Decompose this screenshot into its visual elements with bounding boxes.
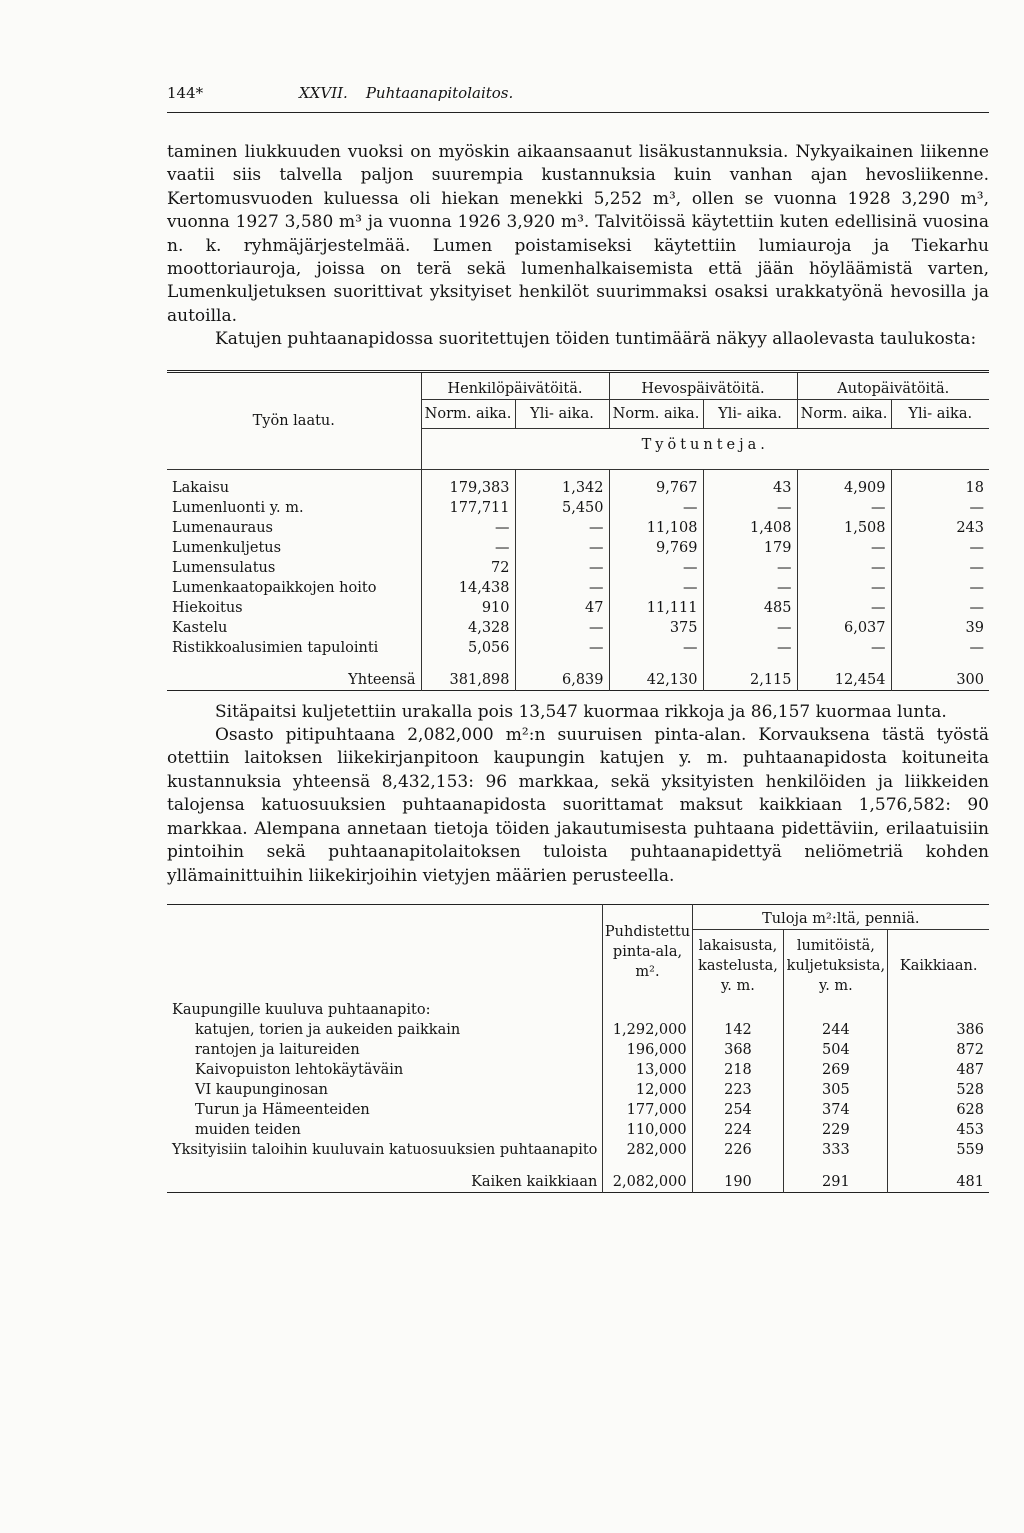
table-cell: — — [703, 638, 797, 658]
row-label: Yksityisiin taloihin kuuluvain katuosuuksien puhtaanapito — [172, 1141, 598, 1158]
chapter-title: Puhtaanapitolaitos. — [365, 84, 514, 102]
row-label: Ristikkoalusimien tapulointi — [172, 639, 379, 656]
table-cell: — — [891, 578, 989, 598]
table-cell: 368 — [692, 1040, 784, 1060]
total-label: Yhteensä — [348, 671, 416, 688]
table-cell: 43 — [703, 478, 797, 498]
income-group-header: Tuloja m²:ltä, penniä. — [692, 904, 989, 929]
table-cell: — — [421, 518, 515, 538]
row-label: Kastelu — [172, 619, 228, 636]
page-header — [167, 84, 989, 113]
table-row — [167, 1040, 989, 1060]
table-cell: 179,383 — [421, 478, 515, 498]
table-cell: 453 — [888, 1120, 989, 1140]
grand-total-cell: 190 — [692, 1160, 784, 1193]
table-row — [167, 578, 989, 598]
page-number: 144* — [167, 84, 204, 102]
table-cell: 6,037 — [797, 618, 891, 638]
total-cell: 12,454 — [797, 658, 891, 691]
table-cell: — — [797, 558, 891, 578]
table-cell: 1,408 — [703, 518, 797, 538]
total-cell: 300 — [891, 658, 989, 691]
table-cell: 110,000 — [603, 1120, 692, 1140]
col-c-header: Kaikkiaan. — [888, 929, 989, 1000]
table-row — [167, 1060, 989, 1080]
table-cell: 223 — [692, 1080, 784, 1100]
sub-header-yli: Yli- aika. — [891, 399, 989, 428]
table-cell: 13,000 — [603, 1060, 692, 1080]
group-header-henkilo: Henkilöpäivätöitä. — [421, 371, 609, 399]
table-cell: — — [797, 578, 891, 598]
table-cell: 254 — [692, 1100, 784, 1120]
table-cell: 5,450 — [515, 498, 609, 518]
col-b-header: lumitöistä, kuljetuksista, y. m. — [784, 929, 888, 1000]
table-cell: — — [515, 618, 609, 638]
table-cell: 243 — [891, 518, 989, 538]
table-row — [167, 598, 989, 618]
chapter-number: XXVII. — [299, 84, 348, 102]
table-cell: 504 — [784, 1040, 888, 1060]
col-a-header: lakaisusta, kastelusta, y. m. — [692, 929, 784, 1000]
row-label: Lumenluonti y. m. — [172, 499, 304, 516]
row-label: rantojen ja laitureiden — [195, 1041, 360, 1058]
grand-total-row — [167, 1160, 989, 1193]
total-cell: 6,839 — [515, 658, 609, 691]
row-label: katujen, torien ja aukeiden paikkain — [195, 1021, 461, 1038]
table-cell: 229 — [784, 1120, 888, 1140]
table-cell: 374 — [784, 1100, 888, 1120]
table-cell: 224 — [692, 1120, 784, 1140]
table-cell: — — [703, 498, 797, 518]
paragraph-4: Osasto pitipuhtaana 2,082,000 m²:n suuruisen pinta-alan. Korvauksena tästä työstä otettiin laitoksen liikekirjanpitoon kaupungin katujen y. m. puhtaanapidosta koituneita kustannuksia yhteensä 8,432,153: 96 markkaa, sekä yksityisten henkilöiden ja liikkeiden talojensa katuosuuksien puhtaanapidosta suorittamat maksut kaikkiaan 1,576,582: 90 markkaa. Alempana annetaan tietoja töiden jakautumisesta puhtaana pidettäviin, erilaatuisiin pintoihin sekä puhtaanapitolaitoksen tuloista puhtaanapidettyä neliömetriä kohden yllämainittuihin liikekirjoihin vietyjen määrien perusteella. — [167, 725, 989, 886]
table-cell: — — [703, 558, 797, 578]
section-heading: Kaupungille kuuluva puhtaanapito: — [172, 1001, 431, 1018]
table-row — [167, 638, 989, 658]
table-cell: — — [891, 538, 989, 558]
total-row — [167, 658, 989, 691]
table-cell: 4,909 — [797, 478, 891, 498]
grand-total-cell: 291 — [784, 1160, 888, 1193]
total-cell: 42,130 — [609, 658, 703, 691]
table-cell: — — [797, 598, 891, 618]
row-label: Lumensulatus — [172, 559, 276, 576]
table-cell: — — [609, 638, 703, 658]
paragraph-3: Sitäpaitsi kuljetettiin urakalla pois 13,547 kuormaa rikkoja ja 86,157 kuormaa lunta. — [215, 701, 947, 722]
table-cell: 39 — [891, 618, 989, 638]
table-row — [167, 1140, 989, 1160]
table-cell: — — [891, 498, 989, 518]
table-row — [167, 558, 989, 578]
paragraph-2: Katujen puhtaanapidossa suoritettujen töiden tuntimäärä näkyy allaolevasta taulukosta: — [215, 329, 977, 350]
table-cell: 226 — [692, 1140, 784, 1160]
table-cell: — — [797, 538, 891, 558]
table-row — [167, 478, 989, 498]
table-cell: 333 — [784, 1140, 888, 1160]
table-cell: 11,108 — [609, 518, 703, 538]
table-row — [167, 1080, 989, 1100]
table-cell: 196,000 — [603, 1040, 692, 1060]
document-page — [167, 84, 989, 1193]
table-cell: — — [609, 498, 703, 518]
table-cell: 375 — [609, 618, 703, 638]
table-cell: — — [515, 578, 609, 598]
table-cell: 1,292,000 — [603, 1020, 692, 1040]
group-header-hevos: Hevospäivätöitä. — [609, 371, 797, 399]
table-cell: 305 — [784, 1080, 888, 1100]
table-cell: — — [515, 558, 609, 578]
table-row — [167, 1020, 989, 1040]
table-cell: 177,000 — [603, 1100, 692, 1120]
table-cell: — — [891, 638, 989, 658]
table-row — [167, 518, 989, 538]
table-cell: — — [891, 598, 989, 618]
sub-header-norm: Norm. aika. — [421, 399, 515, 428]
table-cell: — — [797, 638, 891, 658]
row-label: Turun ja Hämeenteiden — [195, 1101, 370, 1118]
table-cell: 9,767 — [609, 478, 703, 498]
sub-header-norm: Norm. aika. — [609, 399, 703, 428]
table-cell: 628 — [888, 1100, 989, 1120]
table-cell: 5,056 — [421, 638, 515, 658]
table-cell: 12,000 — [603, 1080, 692, 1100]
table-cell: 72 — [421, 558, 515, 578]
table-cell: — — [515, 538, 609, 558]
area-header: Puhdistettu pinta-ala, m². — [603, 904, 692, 1000]
row-label: Lumenkaatopaikkojen hoito — [172, 579, 377, 596]
table-row — [167, 1100, 989, 1120]
table-cell: — — [891, 558, 989, 578]
income-table — [167, 904, 989, 1193]
grand-total-cell: 2,082,000 — [603, 1160, 692, 1193]
table-cell: — — [703, 618, 797, 638]
table-cell: 11,111 — [609, 598, 703, 618]
table-cell: 14,438 — [421, 578, 515, 598]
row-label: Lumenkuljetus — [172, 539, 282, 556]
table-row — [167, 618, 989, 638]
table-cell: 142 — [692, 1020, 784, 1040]
table-cell: — — [797, 498, 891, 518]
group-header-auto: Autopäivätöitä. — [797, 371, 989, 399]
table-cell: — — [515, 638, 609, 658]
table-cell: — — [609, 578, 703, 598]
row-label: VI kaupunginosan — [195, 1081, 328, 1098]
unit-header: Työtunteja. — [421, 428, 989, 469]
table-cell: 218 — [692, 1060, 784, 1080]
grand-total-label: Kaiken kaikkiaan — [471, 1173, 598, 1190]
table-cell: 244 — [784, 1020, 888, 1040]
row-label: Lumenauraus — [172, 519, 273, 536]
total-cell: 381,898 — [421, 658, 515, 691]
table-cell: 872 — [888, 1040, 989, 1060]
table-row — [167, 498, 989, 518]
table-cell: — — [515, 518, 609, 538]
row-label: Hiekoitus — [172, 599, 243, 616]
table-cell: 269 — [784, 1060, 888, 1080]
table-cell: — — [421, 538, 515, 558]
work-type-header: Työn laatu. — [252, 412, 335, 429]
table-cell: 18 — [891, 478, 989, 498]
table-cell: 559 — [888, 1140, 989, 1160]
table-cell: 1,508 — [797, 518, 891, 538]
table-cell: 487 — [888, 1060, 989, 1080]
sub-header-yli: Yli- aika. — [515, 399, 609, 428]
table-row — [167, 1120, 989, 1140]
table-cell: 177,711 — [421, 498, 515, 518]
work-hours-table — [167, 370, 989, 691]
paragraph-1: taminen liukkuuden vuoksi on myöskin aikaansaanut lisäkustannuksia. Nykyaikainen liikenne vaatii siis talvella paljon suurempia kustannuksia kuin vanhan ajan hevosliikenne. Kertomusvuoden kuluessa oli hiekan menekki 5,252 m³, ollen se vuonna 1928 3,290 m³, vuonna 1927 3,580 m³ ja vuonna 1926 3,920 m³. Talvitöissä käytettiin kuten edellisinä vuosina n. k. ryhmäjärjestelmää. Lumen poistamiseksi käytettiin lumiauroja ja Tiekarhu moottoriauroja, joissa on terä sekä lumenhalkaisemista että jään höyläämistä varten, Lumenkuljetuksen suorittivat yksityiset henkilöt suurimmaksi osaksi urakkatyönä hevosilla ja autoilla. — [167, 142, 989, 326]
table-cell: — — [703, 578, 797, 598]
sub-header-yli: Yli- aika. — [703, 399, 797, 428]
table-cell: 9,769 — [609, 538, 703, 558]
grand-total-cell: 481 — [888, 1160, 989, 1193]
table-cell: 485 — [703, 598, 797, 618]
table-cell: 910 — [421, 598, 515, 618]
table-cell: 528 — [888, 1080, 989, 1100]
sub-header-norm: Norm. aika. — [797, 399, 891, 428]
row-label: muiden teiden — [195, 1121, 301, 1138]
table-row — [167, 538, 989, 558]
row-label: Lakaisu — [172, 479, 230, 496]
table-cell: 4,328 — [421, 618, 515, 638]
table-cell: 47 — [515, 598, 609, 618]
table-cell: 1,342 — [515, 478, 609, 498]
row-label: Kaivopuiston lehtokäytäväin — [195, 1061, 404, 1078]
total-cell: 2,115 — [703, 658, 797, 691]
table-cell: 282,000 — [603, 1140, 692, 1160]
table-cell: 179 — [703, 538, 797, 558]
table-cell: 386 — [888, 1020, 989, 1040]
table-cell: — — [609, 558, 703, 578]
